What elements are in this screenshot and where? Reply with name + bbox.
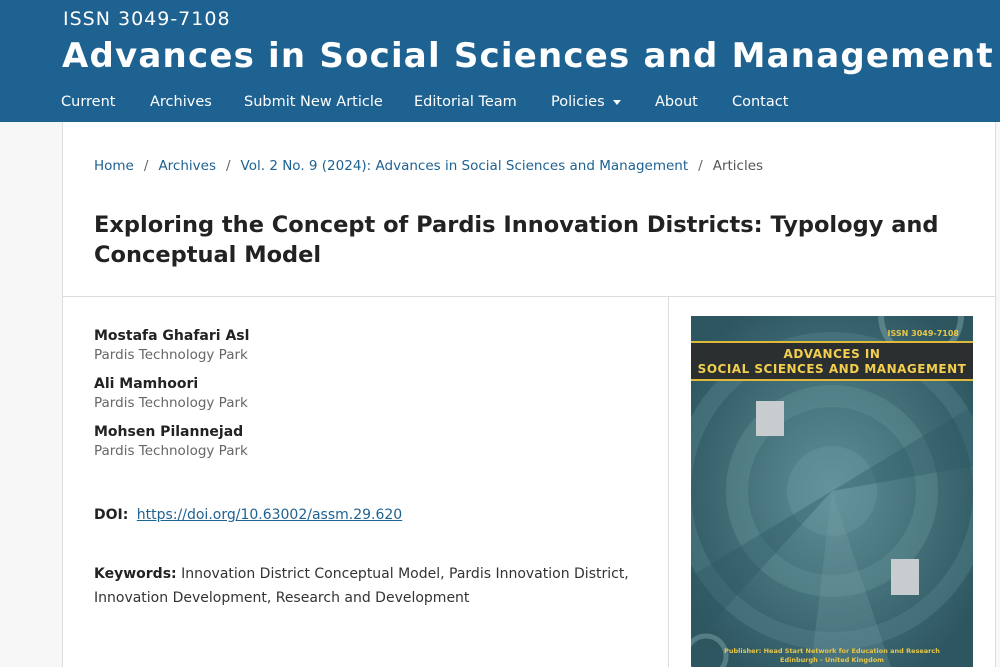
author-item [94,327,634,365]
vertical-divider [668,297,669,667]
breadcrumb-home[interactable]: Home [94,158,134,174]
cover-decor-rectangle [891,559,919,595]
cover-publisher-line1: Publisher: Head Start Network for Education and Research [724,647,940,655]
nav-current[interactable]: Current [61,94,116,110]
doi-label: DOI: [94,507,129,523]
author-name: Mostafa Ghafari Asl [94,328,250,344]
breadcrumb-separator: / [698,158,703,174]
author-name: Ali Mamhoori [94,376,199,392]
cover-title-line1: ADVANCES IN [783,347,881,361]
breadcrumb-separator: / [225,158,231,174]
author-item [94,375,634,413]
breadcrumb-archives[interactable]: Archives [158,158,216,174]
horizontal-divider [63,296,995,297]
keywords-text: Innovation District Conceptual Model, Pardis Innovation District, Innovation Development, Research and Development [94,566,629,606]
nav-editorial-team[interactable]: Editorial Team [414,94,517,110]
chevron-down-icon [613,100,621,105]
cover-publisher [691,647,973,665]
nav-contact[interactable]: Contact [732,94,789,110]
cover-issn: ISSN 3049-7108 [887,329,959,338]
article-title: Exploring the Concept of Pardis Innovation Districts: Typology and Conceptual Model [94,212,939,268]
issn-label: ISSN 3049-7108 [63,8,231,30]
cover-decor-rectangle [756,401,784,436]
author-affiliation: Pardis Technology Park [94,347,248,363]
site-title[interactable]: Advances in Social Sciences and Management [62,36,994,76]
cover-title-line2: SOCIAL SCIENCES AND MANAGEMENT [697,362,967,376]
breadcrumb-issue[interactable]: Vol. 2 No. 9 (2024): Advances in Social Sciences and Management [240,158,689,174]
journal-cover-image[interactable] [691,316,973,667]
main-nav [0,90,1000,116]
author-item [94,423,634,461]
nav-submit-new-article[interactable]: Submit New Article [244,94,383,110]
nav-policies-label: Policies [551,94,605,110]
keywords-section [94,562,654,610]
site-header [0,0,1000,122]
author-list [94,327,634,471]
breadcrumb-current: Articles [712,158,764,174]
breadcrumb [94,158,763,174]
author-affiliation: Pardis Technology Park [94,443,248,459]
nav-policies[interactable] [551,94,621,110]
article-content [62,122,996,667]
breadcrumb-separator: / [143,158,149,174]
nav-archives[interactable]: Archives [150,94,212,110]
cover-title-band [691,341,973,381]
author-affiliation: Pardis Technology Park [94,395,248,411]
cover-publisher-line2: Edinburgh - United Kingdom [780,656,884,664]
doi-link[interactable]: https://doi.org/10.63002/assm.29.620 [136,507,403,523]
nav-about[interactable]: About [655,94,698,110]
keywords-label: Keywords: [94,566,177,582]
author-name: Mohsen Pilannejad [94,424,244,440]
doi-section [94,507,402,523]
